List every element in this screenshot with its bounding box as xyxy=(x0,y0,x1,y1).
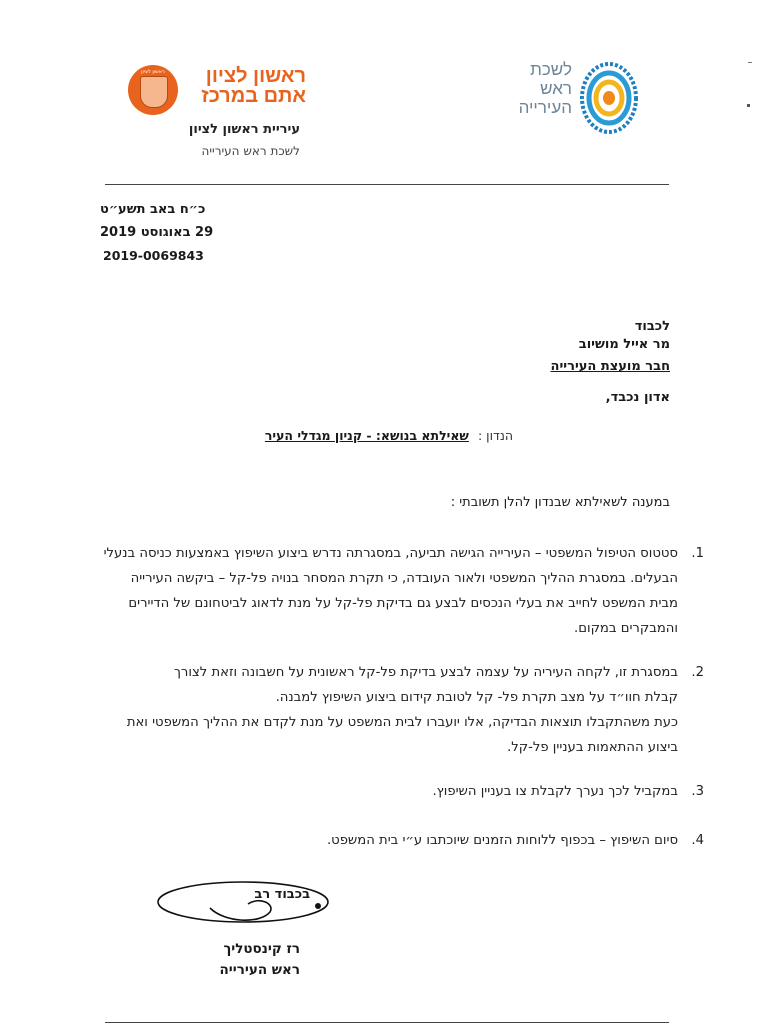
office-logo-line-1: לשכת xyxy=(530,60,572,79)
city-logo-line-1: ראשון לציון xyxy=(205,65,306,87)
intro-text: במענה לשאילתא שבנדון להלן תשובתי : xyxy=(450,495,670,510)
office-logo xyxy=(512,58,637,140)
city-emblem xyxy=(128,65,178,115)
recipient-name: מר אייל מושיוב xyxy=(578,337,670,352)
recipient-honorific: לכבוד xyxy=(634,319,670,334)
margin-mark xyxy=(747,104,750,107)
municipality-logo xyxy=(128,62,308,122)
signer-name: רז קינסטליך xyxy=(223,941,300,957)
item-text: סיום השיפוץ – בכפוף ללוחות הזמנים שיוכתבו ע״י בית המשפט. xyxy=(326,833,678,848)
subject-text: שאילתא בנושא: - קניון מגדלי העיר xyxy=(264,428,469,443)
item-text: סטטוס הטיפול המשפטי – העירייה הגישה תביעה, במסגרתה נדרש ביצוע השיפוץ באמצעות כניסה בנעלי הבעלים. במסגרת ההליך המשפטי ולאור העובדה, כי תקרת המסחר בנויה פל-קל – ביקשה העירייה מבית המשפט לחייב את בעלי הנכסים לבצע גם בדיקת פל-קל על מנת לדאוג לביטחונם של הדיירים והמבקרים במקום. xyxy=(103,546,678,636)
greeting: אדון נכבד, xyxy=(605,390,670,405)
recipient-title: חבר מועצת העירייה xyxy=(550,359,670,374)
subject-line xyxy=(150,425,513,444)
gregorian-date: 29 באוגוסט 2019 xyxy=(100,225,214,240)
signature-scribble-icon xyxy=(150,878,340,930)
sun-ring-icon xyxy=(580,61,638,135)
hebrew-date: כ״ח באב תשע״ט xyxy=(100,202,206,217)
item-text: במסגרת זו, לקחה העיריה על עצמה לבצע בדיקת פל-קל ראשונית על חשבונה וזאת לצורך קבלת חוו״ד על מצב תקרת פל- קל לטובת קידום ביצוע השיפוץ למבנה. xyxy=(173,665,678,705)
recipient-title-wrap xyxy=(470,355,670,374)
item-text: במקביל לכך נערך לקבלת צו בעניין השיפוץ. xyxy=(432,784,678,799)
footer-divider xyxy=(105,1022,669,1023)
item-number: 3. xyxy=(691,784,704,799)
item-number: 4. xyxy=(691,833,704,848)
stamp-text: בכבוד רב xyxy=(254,887,310,902)
header-divider xyxy=(105,184,669,185)
office-logo-line-3: העירייה xyxy=(518,98,572,117)
subject-label: הנדון : xyxy=(478,428,513,443)
list-item xyxy=(100,828,704,853)
signer-title: ראש העירייה xyxy=(219,962,300,978)
signature-stamp xyxy=(150,878,340,930)
list-item xyxy=(100,541,704,641)
municipality-name: עיריית ראשון לציון xyxy=(188,122,300,137)
office-logo-text xyxy=(512,60,572,117)
item-number: 1. xyxy=(691,546,704,561)
office-logo-line-2: ראש xyxy=(540,79,572,98)
emblem-shield-icon xyxy=(140,76,168,108)
list-item xyxy=(100,660,704,760)
item-number: 2. xyxy=(691,665,704,680)
reference-number: 2019-0069843 xyxy=(103,248,204,263)
margin-mark xyxy=(748,62,752,63)
city-logo-line-2: אתם במרכז xyxy=(201,85,306,107)
city-logo-text xyxy=(184,66,306,106)
list-item xyxy=(100,779,704,804)
office-name: לשכת ראש העירייה xyxy=(201,144,300,158)
item-text-continued: כעת משהתקבלו תוצאות הבדיקה, אלו יועברו לבית המשפט על מנת לקדם את ההליך המשפטי ואת ביצוע ההתאמות בעניין פל-קל. xyxy=(126,715,678,755)
emblem-text: ראשון לציון xyxy=(141,69,165,75)
